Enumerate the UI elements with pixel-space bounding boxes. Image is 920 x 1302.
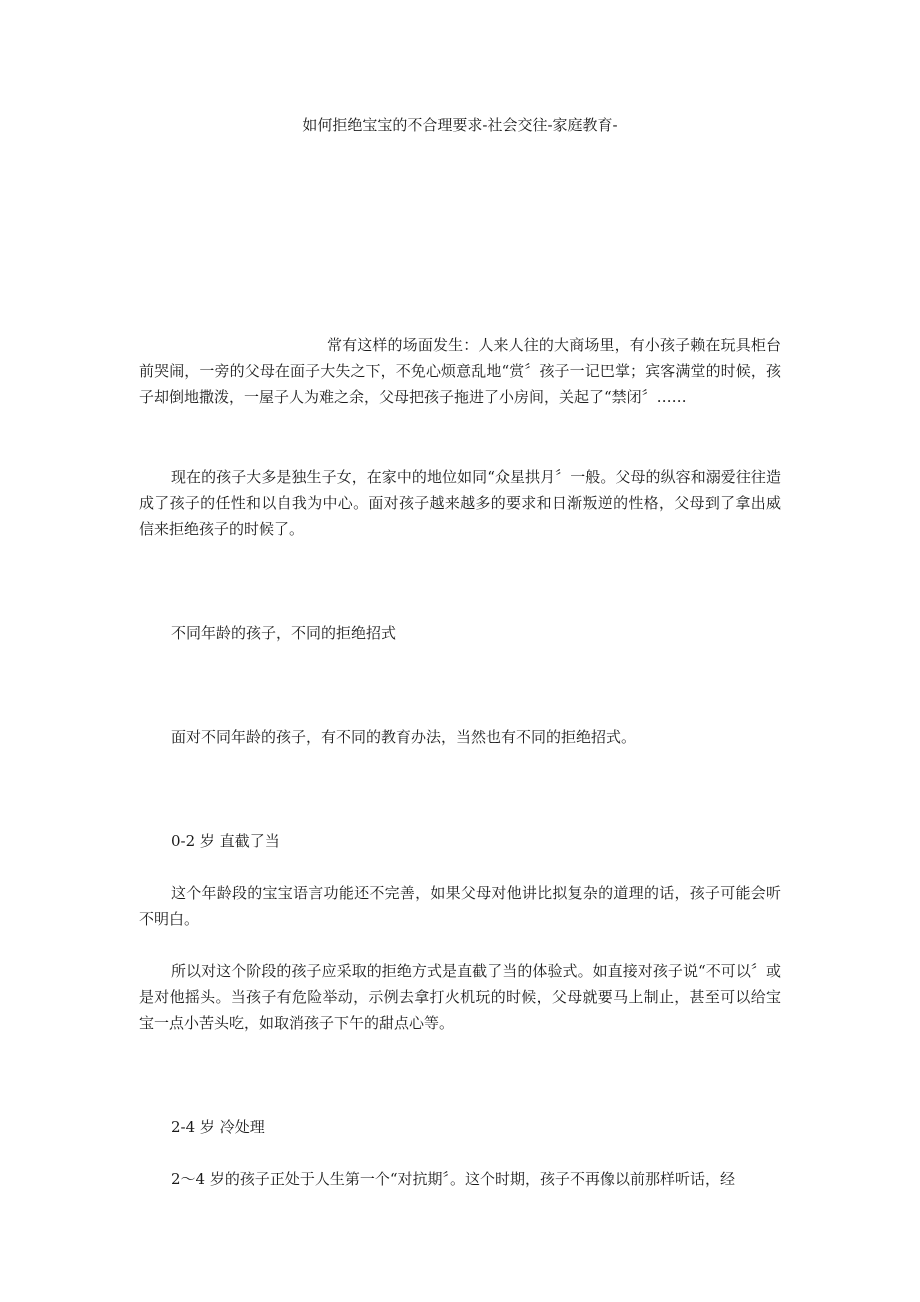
paragraph-age-2-4-opposition: 2～4 岁的孩子正处于人生第一个“对抗期〞。这个时期，孩子不再像以前那样听话，经 xyxy=(171,1170,736,1188)
paragraph-age-0-2-language: 这个年龄段的宝宝语言功能还不完善，如果父母对他讲比拟复杂的道理的话，孩子可能会听不明白。 xyxy=(139,884,781,928)
heading-age-0-2: 0-2 岁 直截了当 xyxy=(171,832,280,850)
paragraph-age-0-2-method: 所以对这个阶段的孩子应采取的拒绝方式是直截了当的体验式。如直接对孩子说“不可以〞或是对他摇头。当孩子有危险举动，示例去拿打火机玩的时候，父母就要马上制止，甚至可以给宝宝一点小苦头吃，如取消孩子下午的甜点心等。 xyxy=(139,962,781,1032)
paragraph-intro: 常有这样的场面发生：人来人往的大商场里，有小孩子赖在玩具柜台前哭闹，一旁的父母在面子大失之下，不免心烦意乱地“赏〞孩子一记巴掌；宾客满堂的时候，孩子却倒地撒泼，一屋子人为难之余，父母把孩子拖进了小房间，关起了“禁闭〞…… xyxy=(139,336,781,406)
section-heading: 不同年龄的孩子，不同的拒绝招式 xyxy=(171,624,397,642)
document-title: 如何拒绝宝宝的不合理要求-社会交往-家庭教育- xyxy=(302,116,618,134)
paragraph-current-situation: 现在的孩子大多是独生子女，在家中的地位如同“众星拱月〞一般。父母的纵容和溺爱往往造成了孩子的任性和以自我为中心。面对孩子越来越多的要求和日渐叛逆的性格，父母到了拿出威信来拒绝孩子的时候了。 xyxy=(139,468,781,538)
paragraph-section-intro: 面对不同年龄的孩子，有不同的教育办法，当然也有不同的拒绝招式。 xyxy=(171,728,637,746)
heading-age-2-4: 2-4 岁 冷处理 xyxy=(171,1118,265,1136)
